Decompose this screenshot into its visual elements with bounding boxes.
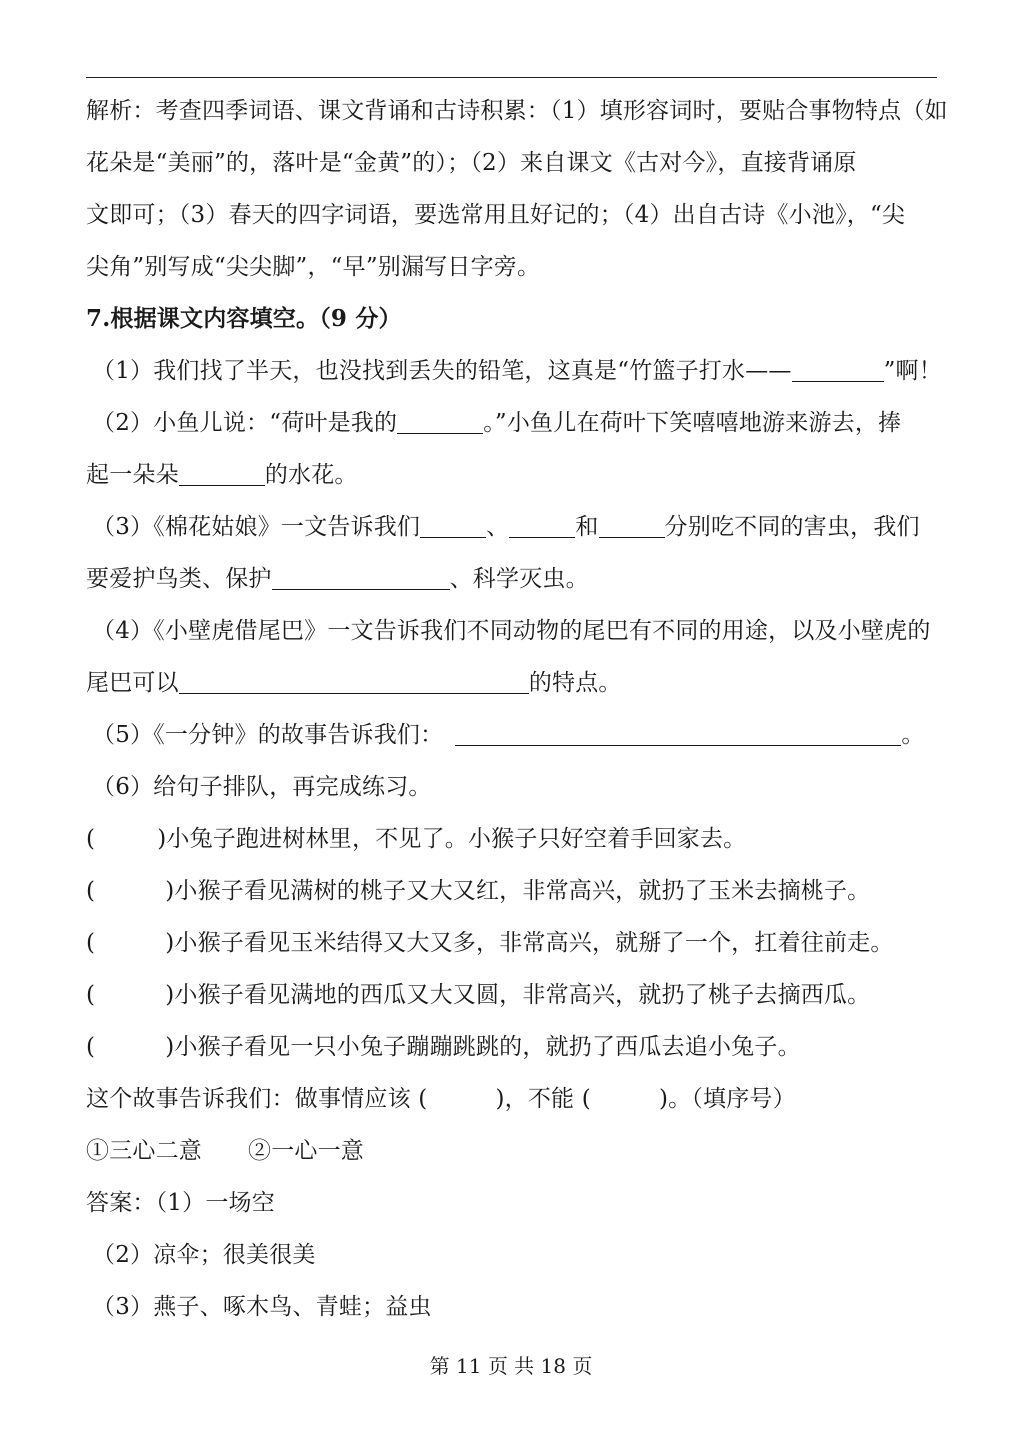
analysis-line-4: 尖角”别写成“尖尖脚”，“早”别漏写日字旁。 xyxy=(86,254,541,280)
fill-blank[interactable] xyxy=(599,513,665,538)
fill-blank[interactable] xyxy=(792,357,884,382)
fill-blank[interactable] xyxy=(509,513,575,538)
sentence-3: ( )小猴子看见玉米结得又大又多，非常高兴，就掰了一个，扛着往前走。 xyxy=(86,930,894,956)
fill-blank[interactable] xyxy=(179,669,529,694)
fill-blank[interactable] xyxy=(397,409,483,434)
sentence-2: ( )小猴子看见满树的桃子又大又红，非常高兴，就扔了玉米去摘桃子。 xyxy=(86,878,871,904)
answer-3: （3）燕子、啄木鸟、青蛙；益虫 xyxy=(92,1294,432,1320)
fill-blank[interactable] xyxy=(179,461,265,486)
q7-item-3: （3）《棉花姑娘》一文告诉我们 、 和 分别吃不同的害虫，我们 xyxy=(92,514,920,540)
q7-item-2: （2）小鱼儿说：“荷叶是我的 。”小鱼儿在荷叶下笑嘻嘻地游来游去，捧 xyxy=(92,410,902,436)
analysis-line-2: 花朵是“美丽”的，落叶是“金黄”的）；（2）来自课文《古对今》，直接背诵原 xyxy=(86,150,857,176)
page-footer: 第 11 页 共 18 页 xyxy=(429,1354,593,1378)
story-moral: 这个故事告诉我们：做事情应该 ( )，不能 ( )。（填序号） xyxy=(86,1086,796,1112)
question-7-title: 7.根据课文内容填空。（9 分） xyxy=(86,305,402,332)
fill-blank[interactable] xyxy=(272,565,450,590)
analysis-line-1: 解析：考查四季词语、课文背诵和古诗积累：（1）填形容词时，要贴合事物特点（如 xyxy=(86,98,948,124)
sentence-1: ( )小兔子跑进树林里，不见了。小猴子只好空着手回家去。 xyxy=(86,826,747,852)
fill-blank[interactable] xyxy=(420,513,486,538)
fill-blank[interactable] xyxy=(455,721,901,746)
q7-item-5: （5）《一分钟》的故事告诉我们： 。 xyxy=(92,722,925,748)
q7-item-4-cont: 尾巴可以 的特点。 xyxy=(86,670,622,696)
answer-2: （2）凉伞；很美很美 xyxy=(92,1242,316,1268)
analysis-line-3: 文即可；（3）春天的四字词语，要选常用且好记的；（4）出自古诗《小池》，“尖 xyxy=(86,202,906,228)
q7-item-1: （1）我们找了半天，也没找到丢失的铅笔，这真是“竹篮子打水—— ”啊！ xyxy=(92,358,942,384)
q7-item-3-cont: 要爱护鸟类、保护 、科学灭虫。 xyxy=(86,566,589,592)
sentence-4: ( )小猴子看见满地的西瓜又大又圆，非常高兴，就扔了桃子去摘西瓜。 xyxy=(86,982,871,1008)
options: ①三心二意 ②一心一意 xyxy=(86,1138,364,1164)
q7-item-4: （4）《小壁虎借尾巴》一文告诉我们不同动物的尾巴有不同的用途，以及小壁虎的 xyxy=(92,618,931,644)
sentence-5: ( )小猴子看见一只小兔子蹦蹦跳跳的，就扔了西瓜去追小兔子。 xyxy=(86,1034,801,1060)
header-rule xyxy=(86,77,937,78)
answer-1: 答案：（1）一场空 xyxy=(86,1190,275,1216)
q7-item-6: （6）给句子排队，再完成练习。 xyxy=(92,774,432,800)
q7-item-2-cont: 起一朵朵 的水花。 xyxy=(86,462,358,488)
